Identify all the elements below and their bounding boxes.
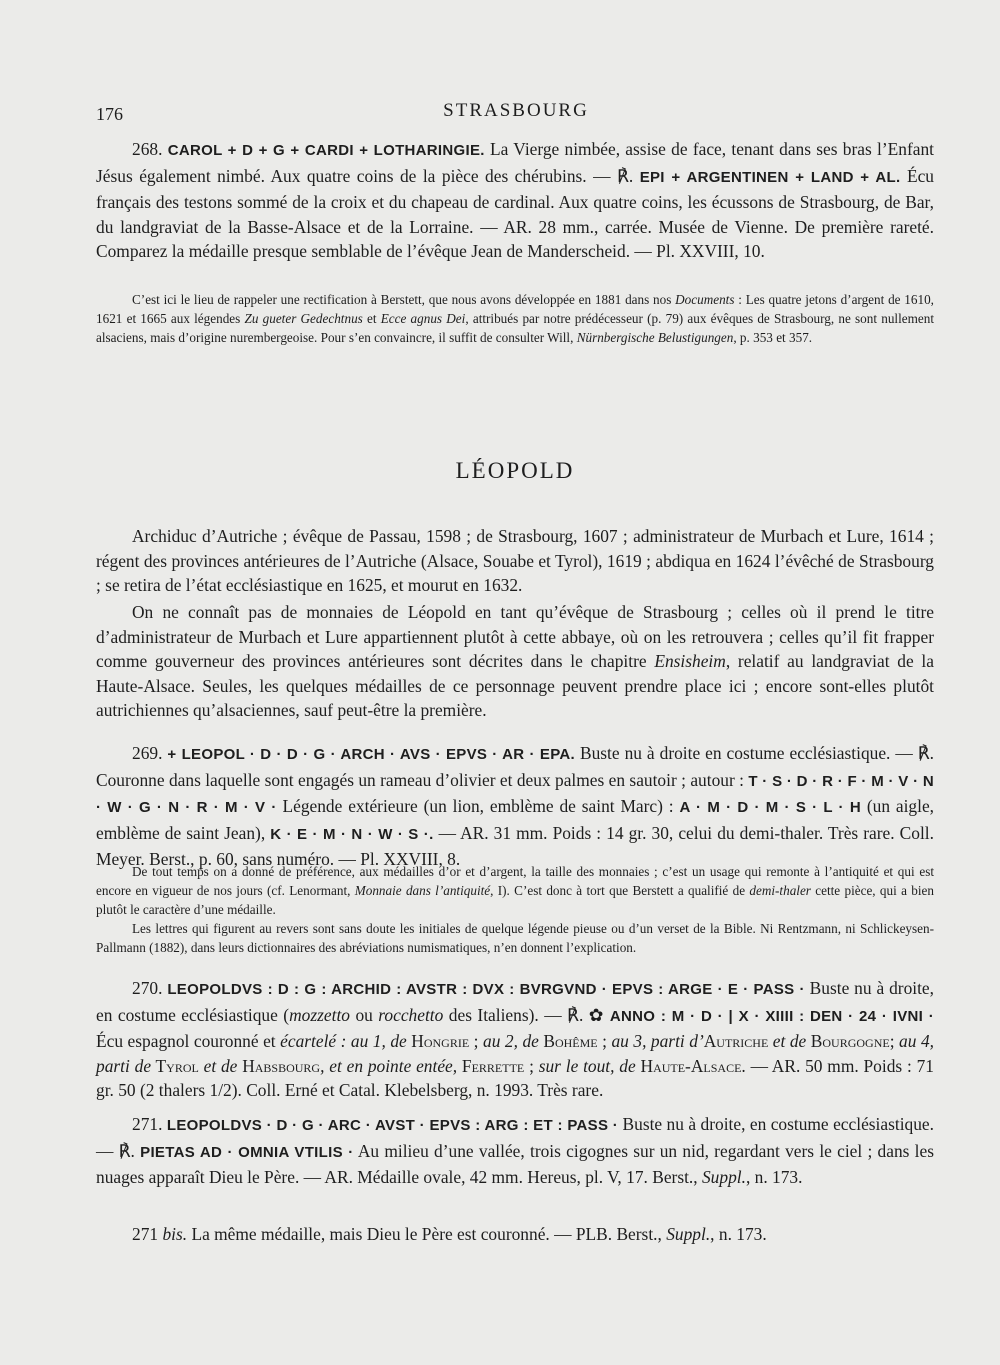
- entry-italic: sur le tout, de: [538, 1055, 636, 1076]
- footnote-268: [96, 290, 934, 347]
- coin-legend: EPI + ARGENTINEN + LAND + AL.: [639, 168, 901, 186]
- entry-number: 271: [132, 1224, 159, 1244]
- note-paragraph: Les lettres qui figurent au revers sont sans doute les initiales de quelque légende pieuse ou d’un verset de la Bible. Ni Rentzmann, ni Schlickeysen-Pallmann (1882), dans leurs dictionnaires des abréviations numismatiques, n’en donnent l’explication.: [96, 921, 934, 955]
- section-title: LÉOPOLD: [455, 458, 575, 483]
- entry-271: [96, 1112, 934, 1190]
- entry-text: Buste nu à droite, en costume ecclésiastique (: [96, 978, 935, 1025]
- entry-271-bis: [96, 1222, 934, 1247]
- heraldic-name: Ferrette: [457, 1055, 530, 1076]
- coin-legend: K · E · M · N · W · S ·.: [270, 825, 434, 843]
- coin-legend: LEOPOLDVS · D · G · ARC · AVST · EPVS : ARG : ET : PASS ·: [166, 1117, 619, 1134]
- note-text: , I). C’est donc à tort que Berstett a qualifié de: [490, 883, 750, 898]
- entry-number: 271.: [132, 1114, 163, 1134]
- coin-legend: ANNO : M · D · | X · XIIII : DEN · 24 · IVNI ·: [609, 1007, 934, 1025]
- entry-270: [96, 976, 934, 1103]
- note-paragraph: [96, 862, 934, 919]
- entry-text: Écu français des testons sommé de la croix et du chapeau de cardinal. Aux quatre coins, les écussons de Strasbourg, de Bar, du landgraviat de la Basse-Alsace et de la Lorraine. — AR. 28 mm., carrée. Musée de Vienne. De première rareté. Comparez la médaille presque semblable de l’évêque Jean de Manderscheid. — Pl. XXVIII, 10.: [96, 165, 934, 262]
- note-italic: Monnaie dans l’antiquité: [354, 883, 491, 898]
- note-text: , p. 353 et 357.: [733, 330, 813, 345]
- note-text: , attribués par notre prédécesseur (p. 79) aux évêques de Strasbourg, ne sont nullement alsaciens, mais d’origine nurembergeoise. Pour s’en convaincre, il suffit de consulter Will,: [96, 311, 934, 345]
- coin-legend: LEOPOLDVS : D : G : ARCHID : AVSTR : DVX : BVRGVND · EPVS : ARGE · E · PASS ·: [167, 981, 805, 998]
- heraldic-name: Habsbourg: [237, 1055, 321, 1076]
- entry-268: [96, 137, 934, 264]
- heraldic-name: Tyrol: [151, 1055, 204, 1076]
- entry-bis: bis.: [162, 1224, 188, 1244]
- coin-legend: T · S · D · R · F · M · V · N · W · G · N · R · M · V ·: [96, 772, 935, 817]
- entry-italic: au 3, parti d’: [611, 1031, 704, 1052]
- entry-text: , n. 173.: [745, 1167, 803, 1188]
- entry-italic: rocchetto: [378, 1004, 444, 1025]
- entry-italic: au 2, de: [483, 1031, 539, 1052]
- entry-number: 269.: [132, 743, 163, 763]
- intro-paragraph-2: [96, 600, 934, 723]
- heraldic-name: Bourgogne: [810, 1031, 890, 1052]
- entry-number: 270.: [132, 978, 163, 998]
- entry-text: des Italiens). — ℟. ✿: [443, 1004, 610, 1025]
- coin-legend: + LEOPOL · D · D · G · ARCH · AVS · EPVS · AR · EPA.: [167, 746, 575, 763]
- coin-legend: A · M · D · M · S · L · H: [679, 799, 861, 817]
- note-text: et: [362, 311, 381, 326]
- intro-text: On ne connaît pas de monnaies de Léopold en tant qu’évêque de Strasbourg ; celles où il prend le titre d’administrateur de Murbach et Lure appartiennent plutôt à cette abbaye, où on les retrouvera ; celles qu’il fit frapper comme gouverneur des provinces antérieures sont décrites dans le chapitre: [96, 602, 934, 672]
- entry-italic: au 4, parti de: [96, 1031, 934, 1076]
- note-text: C’est ici le lieu de rappeler une rectification à Berstett, que nous avons développée en 1881 dans nos: [132, 292, 676, 307]
- entry-italic: écartelé : au 1, de: [280, 1031, 407, 1052]
- entry-italic: Suppl.: [701, 1167, 746, 1188]
- coin-legend: PIETAS AD · OMNIA VTILIS ·: [140, 1143, 354, 1161]
- entry-italic: , et en pointe entée,: [320, 1055, 458, 1076]
- footnote-269: [96, 862, 934, 957]
- note-italic: Nürnbergische Belustigungen: [576, 330, 734, 345]
- heraldic-name: Autriche: [703, 1031, 769, 1052]
- entry-italic: Suppl.: [666, 1224, 711, 1244]
- entry-text: La Vierge nimbée, assise de face, tenant dans ses bras l’Enfant Jésus également nimbé. Aux quatre coins de la pièce des chérubins. — ℟.: [96, 139, 934, 186]
- intro-paragraph-1: Archiduc d’Autriche ; évêque de Passau, 1598 ; de Strasbourg, 1607 ; administrateur de Murbach et Lure, 1614 ; régent des provinces antérieures de l’Autriche (Alsace, Souabe et Tyrol), 1619 ; abdiqua en 1624 l’évêché de Strasbourg ; se retira de l’état ecclésiastique en 1625, et mourut en 1632.: [96, 526, 934, 596]
- entry-text: , n. 173.: [710, 1224, 767, 1244]
- coin-legend: CAROL + D + G + CARDI + LOTHARINGIE.: [167, 142, 485, 159]
- note-italic: Zu gueter Gedechtnus: [244, 311, 363, 326]
- running-title: STRASBOURG: [443, 100, 589, 121]
- note-text: cette pièce, qui a bien plutôt le caractère d’une médaille.: [96, 883, 934, 917]
- page-header: [96, 100, 936, 130]
- entry-italic: mozzetto: [289, 1004, 350, 1025]
- entry-text: Buste nu à droite en costume ecclésiastique. — ℟. Couronne dans laquelle sont engagés un rameau d’olivier et deux palmes en sautoir ; autour :: [96, 743, 934, 790]
- entry-text: ;: [602, 1031, 612, 1052]
- page-number: 176: [96, 104, 123, 124]
- entry-italic: et de: [203, 1055, 238, 1076]
- entry-text: La même médaille, mais Dieu le Père est couronné. — PLB. Berst.,: [187, 1224, 667, 1244]
- note-text: : Les quatre jetons d’argent de 1610, 1621 et 1665 aux légendes: [96, 292, 934, 326]
- note-italic: demi-thaler: [749, 883, 811, 898]
- note-italic: Documents: [675, 292, 735, 307]
- note-text: De tout temps on a donné de préférence, aux médailles d’or et d’argent, la taille des monnaies ; c’est un usage qui remonte à l’antiquité et qui est encore en vigueur de nos jours (cf. Lenormant,: [96, 864, 934, 898]
- entry-italic: et de: [768, 1031, 811, 1052]
- entry-text: Écu espagnol couronné et: [96, 1031, 281, 1052]
- entry-text: Au milieu d’une vallée, trois cigognes sur un nid, regardant vers le ciel ; dans les nuages apparaît Dieu le Père. — AR. Médaille ovale, 42 mm. Hereus, pl. V, 17. Berst.,: [96, 1140, 934, 1188]
- entry-text: — AR. 31 mm. Poids : 14 gr. 30, celui du demi-thaler. Très rare. Coll. Meyer. Berst., p. 60, sans numéro. — Pl. XXVIII, 8.: [96, 822, 934, 870]
- entry-text: ;: [473, 1031, 484, 1052]
- entry-text: Légende extérieure (un lion, emblème de saint Marc) :: [276, 796, 680, 817]
- intro-text: , relatif au landgraviat de la Haute-Alsace. Seules, les quelques médailles de ce personnage peuvent prendre place ici ; encore sont-elles plutôt autrichiennes qu’alsaciennes, sauf peut-être la première.: [96, 651, 934, 721]
- entry-number: 268.: [132, 139, 163, 159]
- intro-italic: Ensisheim: [654, 651, 726, 672]
- entry-text: . — AR. 50 mm. Poids : 71 gr. 50 (2 thalers 1/2). Coll. Erné et Catal. Klebelsberg, n. 1993. Très rare.: [96, 1055, 934, 1101]
- entry-269: [96, 741, 934, 872]
- entry-text: (un aigle, emblème de saint Jean),: [96, 796, 935, 843]
- heraldic-name: Hongrie: [406, 1031, 474, 1052]
- entry-text: ou: [349, 1004, 379, 1025]
- note-italic: Ecce agnus Dei: [380, 311, 466, 326]
- heraldic-name: Bohême: [538, 1031, 603, 1052]
- entry-text: ;: [529, 1055, 539, 1076]
- entry-text: ;: [889, 1031, 900, 1052]
- heraldic-name: Haute-Alsace: [635, 1055, 742, 1076]
- entry-text: Buste nu à droite, en costume ecclésiastique. — ℟.: [96, 1114, 934, 1161]
